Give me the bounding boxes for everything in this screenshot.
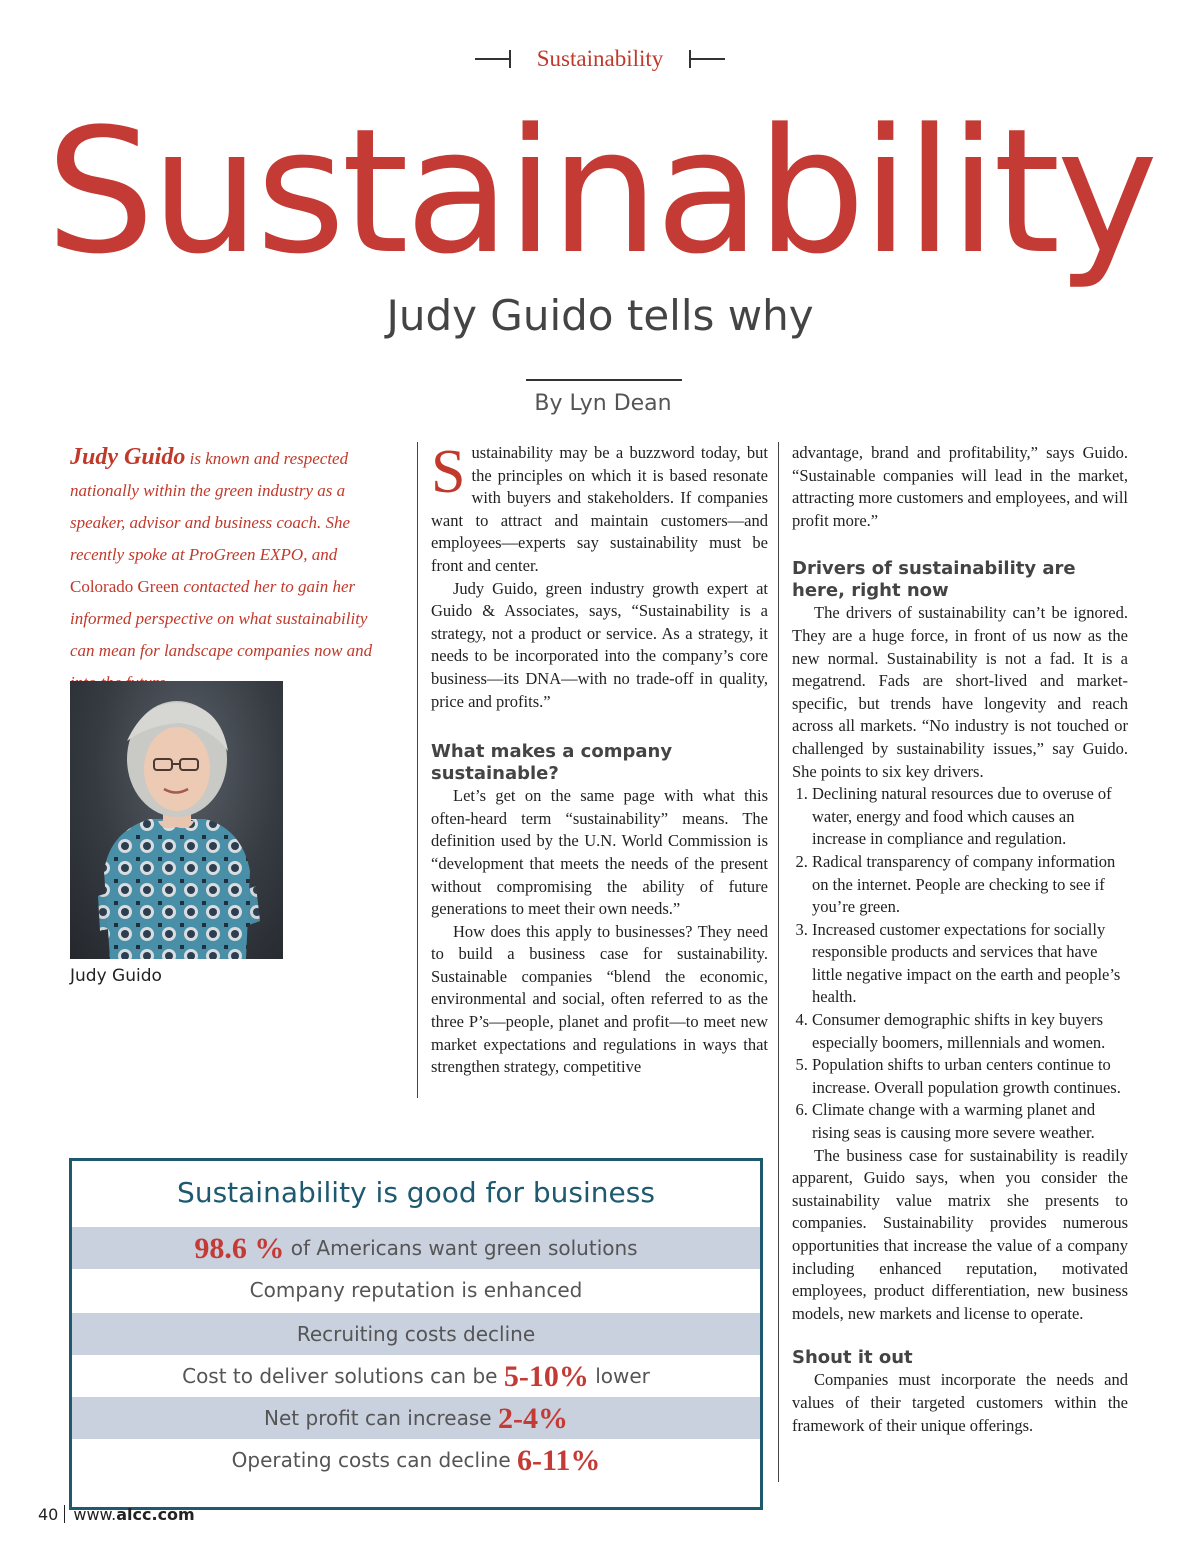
benefit-row-recruiting (72, 1313, 760, 1355)
article-paragraph-3: Let’s get on the same page with what this often-heard term “sustainability” means. The definition used by the U.N. World Commission is “development that meets the needs of the present without compromising the ability of future generations to meet their own needs.” (431, 786, 768, 919)
benefit-row-net-profit (72, 1397, 760, 1439)
article-paragraph-1 (431, 438, 768, 578)
section-heading-drivers: Drivers of sustainability are here, right now (792, 558, 1076, 602)
drivers-list-item: 4. Consumer demographic shifts in key buyers especially boomers, millennials and women. (812, 1009, 1128, 1054)
drivers-list-item: 6. Climate change with a warming planet and rising seas is causing more severe weather. (812, 1099, 1128, 1144)
drivers-list-item: 5. Population shifts to urban centers continue to increase. Overall population growth continues. (812, 1054, 1128, 1099)
benefit-row-americans (72, 1227, 760, 1269)
benefit-text: of Americans want green solutions (290, 1236, 638, 1260)
intro-highlight: Colorado Green (70, 577, 180, 596)
page-number: 40 (38, 1505, 59, 1524)
benefit-row-reputation (72, 1269, 760, 1311)
tag-rule-left (475, 58, 511, 60)
stat-delivery-percent: 5-10% (503, 1360, 589, 1393)
footer-url[interactable] (73, 1505, 194, 1524)
drivers-list-item: 2. Radical transparency of company information on the internet. People are checking to see if you’re green. (812, 851, 1128, 919)
article-paragraph-1-text: ustainability may be a buzzword today, but the principles on which it is based resonate with buyers and stakeholders. If companies want to attract and maintain customers—and employees—experts say sustainability must be front and center. (431, 443, 768, 575)
section-heading-sustainable: What makes a company sustainable? (431, 741, 673, 785)
intro-name: Judy Guido (70, 444, 186, 470)
benefit-text: Cost to deliver solutions can be (182, 1364, 498, 1388)
box-title: Sustainability is good for business (177, 1176, 655, 1209)
benefit-row-delivery-cost (72, 1355, 760, 1397)
footer-url-prefix: www. (73, 1505, 117, 1524)
photo-caption: Judy Guido (70, 966, 162, 986)
article-paragraph-7: The business case for sustainability is readily apparent, Guido says, when you consider the sustainability value matrix she presents to companies. Sustainability provides numerous opportunities that increase the value of a company including enhanced reputation, motivated employees, product differentiation, new business models, new markets and license to operate. (792, 1145, 1128, 1323)
portrait-photo (70, 681, 283, 959)
footer-separator (64, 1505, 65, 1523)
intro-paragraph (70, 441, 386, 699)
benefit-text: Operating costs can decline (231, 1448, 511, 1472)
section-heading-shout: Shout it out (792, 1347, 913, 1369)
stat-american-percent: 98.6 % (194, 1232, 285, 1265)
intro-text-2: contacted her to gain her informed perspective on what sustainability can mean for landscape companies now and (70, 577, 373, 660)
article-column-right (792, 442, 1128, 1437)
article-paragraph-5: advantage, brand and profitability,” says Guido. “Sustainable companies will lead in the market, attracting more customers and employees, and will profit more.” (792, 443, 1128, 530)
page-footer (38, 1504, 195, 1526)
business-benefits-box (69, 1158, 763, 1510)
article-paragraph-8: Companies must incorporate the needs and values of their targeted customers within the framework of their unique offerings. (792, 1370, 1128, 1435)
drivers-list (792, 783, 1128, 1145)
tag-rule-right (689, 58, 725, 60)
subtitle: Judy Guido tells why (386, 291, 814, 340)
article-paragraph-4: How does this apply to businesses? They need to build a business case for sustainability. Sustainable companies “blend the economic, environmental and social, often referred to as the three P’s—people, planet and profit—to meet new market expectations and regulations in ways that strengthen strategy, competitive (431, 921, 768, 1077)
portrait-illustration (70, 681, 283, 959)
section-tag (0, 46, 1200, 72)
column-rule-middle (417, 442, 418, 1098)
column-rule-right (778, 442, 779, 1482)
benefit-text-after: lower (595, 1364, 650, 1388)
benefit-text: Company reputation is enhanced (249, 1278, 583, 1302)
byline-rule (526, 379, 682, 381)
section-tag-label: Sustainability (536, 46, 664, 71)
drop-cap: S (431, 438, 466, 506)
byline: By Lyn Dean (534, 391, 672, 416)
footer-url-domain: alcc.com (116, 1505, 195, 1524)
benefit-text: Net profit can increase (264, 1406, 492, 1430)
article-paragraph-6: The drivers of sustainability can’t be ignored. They are a huge force, in front of us now as the new normal. Sustainability is not a fad. It is a megatrend. Fads are short-lived and market-specific, but trends have longevity and reach across all markets. “No industry is not touched or challenged by sustainability issues,” say Guido. She points to six key drivers. (792, 603, 1128, 781)
article-column-middle (431, 438, 768, 1079)
stat-profit-percent: 2-4% (497, 1402, 568, 1435)
drivers-list-item: 3. Increased customer expectations for socially responsible products and services that have little negative impact on the earth and people’s health. (812, 919, 1128, 1009)
benefit-text: Recruiting costs decline (296, 1322, 536, 1346)
stat-operating-percent: 6-11% (517, 1444, 601, 1477)
drivers-list-item: 1. Declining natural resources due to overuse of water, energy and food which causes an increase in compliance and regulation. (812, 783, 1128, 851)
article-paragraph-2: Judy Guido, green industry growth expert at Guido & Associates, says, “Sustainability is a strategy, not a product or service. As a strategy, it needs to be incorporated into the company’s core business—its DNA—with no trade-off in quality, price and profits.” (431, 578, 768, 711)
page-title: Sustainability (45, 91, 1155, 292)
intro-text-1: is known and respected nationally within the green industry as a speaker, advisor and business coach. She recently spoke at ProGreen EXPO, and (70, 449, 350, 564)
benefit-row-operating-cost (72, 1439, 760, 1481)
